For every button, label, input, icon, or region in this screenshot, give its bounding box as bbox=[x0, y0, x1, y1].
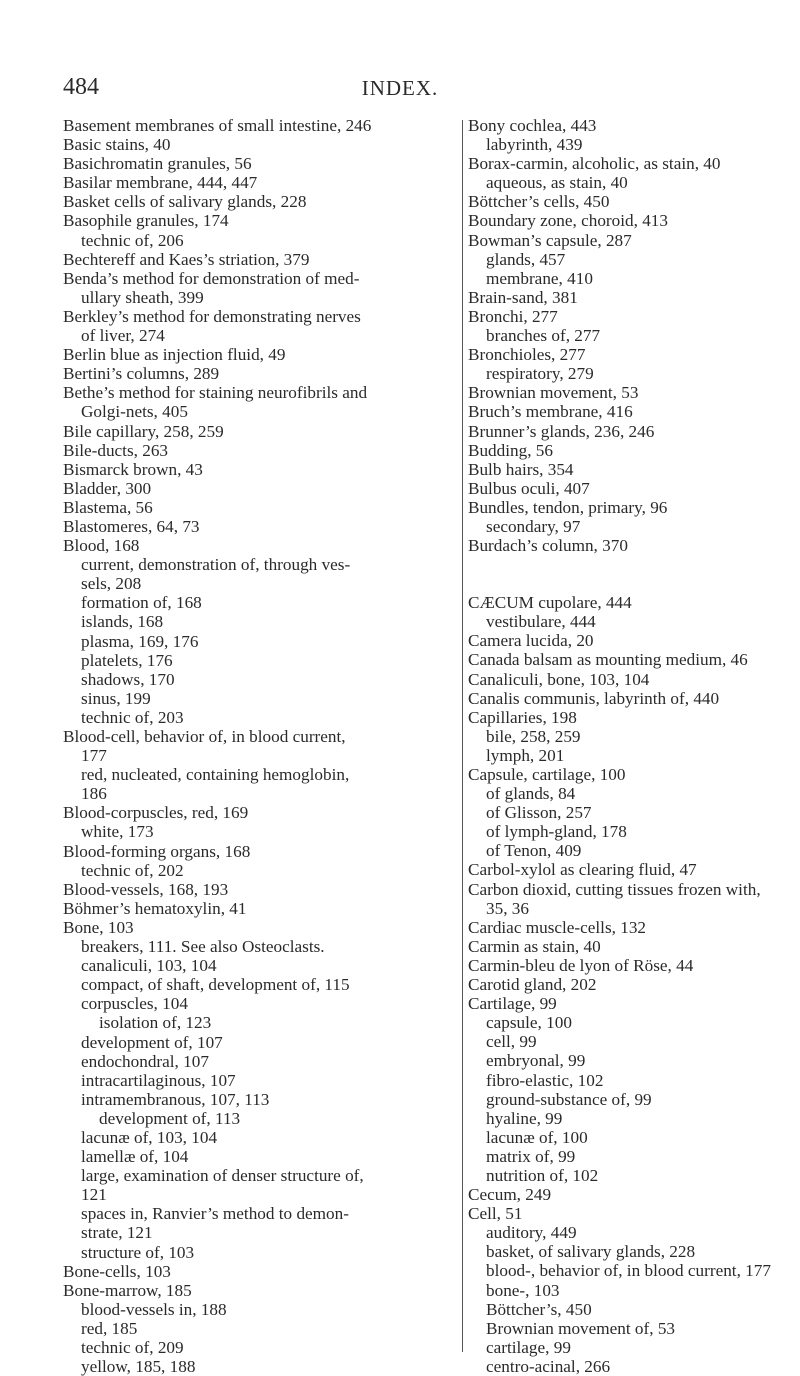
index-subentry: Böttcher’s, 450 bbox=[486, 1299, 592, 1319]
index-entry: Bile-ducts, 263 bbox=[63, 440, 169, 460]
index-entry: Bone-marrow, 185 bbox=[63, 1280, 192, 1300]
index-subentry: intramembranous, 107, 113 bbox=[81, 1089, 270, 1109]
index-subentry: aqueous, as stain, 40 bbox=[486, 173, 628, 193]
index-subentry: hyaline, 99 bbox=[486, 1108, 563, 1128]
index-subentry: 177 bbox=[81, 746, 107, 766]
index-subentry: 121 bbox=[81, 1185, 107, 1205]
index-entry: Bile capillary, 258, 259 bbox=[63, 421, 224, 441]
index-entry: Brownian movement, 53 bbox=[468, 383, 639, 403]
index-subentry: nutrition of, 102 bbox=[486, 1165, 599, 1185]
index-entry: Böhmer’s hematoxylin, 41 bbox=[63, 898, 247, 918]
index-entry: Bronchioles, 277 bbox=[468, 345, 586, 365]
index-entry: Blood-cell, behavior of, in blood current, bbox=[63, 727, 346, 746]
index-subentry: sels, 208 bbox=[81, 574, 142, 594]
index-entry: Bethe’s method for staining neurofibrils and bbox=[63, 383, 368, 403]
index-entry: Blood, 168 bbox=[63, 536, 140, 556]
index-subentry: corpuscles, 104 bbox=[81, 994, 188, 1014]
index-entry: Bertini’s columns, 289 bbox=[63, 364, 220, 384]
index-subentry: basket, of salivary glands, 228 bbox=[486, 1242, 696, 1262]
index-entry: Blood-corpuscles, red, 169 bbox=[63, 803, 249, 823]
index-subentry: development of, 107 bbox=[81, 1032, 223, 1052]
index-entry: Blastomeres, 64, 73 bbox=[63, 516, 200, 536]
index-subentry: compact, of shaft, development of, 115 bbox=[81, 975, 350, 995]
index-entry: Carotid gland, 202 bbox=[468, 975, 597, 995]
index-entry: Bismarck brown, 43 bbox=[63, 459, 203, 479]
index-subentry: large, examination of denser structure of, bbox=[81, 1166, 364, 1186]
index-subentry: bone-, 103 bbox=[486, 1280, 560, 1300]
index-subentry: canaliculi, 103, 104 bbox=[81, 956, 217, 976]
index-subentry: shadows, 170 bbox=[81, 669, 175, 689]
index-subentry: of glands, 84 bbox=[486, 784, 576, 804]
index-entry: Basic stains, 40 bbox=[63, 135, 171, 155]
index-subentry: auditory, 449 bbox=[486, 1223, 577, 1243]
index-entry: Basichromatin granules, 56 bbox=[63, 154, 252, 174]
index-entry: Burdach’s column, 370 bbox=[468, 536, 628, 556]
index-subentry: technic of, 202 bbox=[81, 860, 184, 880]
index-subentry: secondary, 97 bbox=[486, 516, 581, 536]
index-subentry: sinus, 199 bbox=[81, 688, 151, 708]
index-entry: Capillaries, 198 bbox=[468, 707, 577, 727]
index-entry: Bundles, tendon, primary, 96 bbox=[468, 497, 668, 517]
index-subentry: isolation of, 123 bbox=[99, 1013, 212, 1033]
index-subentry: respiratory, 279 bbox=[486, 364, 594, 384]
index-entry: Carmin-bleu de lyon of Röse, 44 bbox=[468, 955, 694, 975]
index-subentry: development of, 113 bbox=[99, 1108, 241, 1128]
index-subentry: lacunæ of, 103, 104 bbox=[81, 1127, 218, 1147]
index-entry: Bruch’s membrane, 416 bbox=[468, 402, 633, 422]
index-entry: Basophile granules, 174 bbox=[63, 211, 229, 231]
index-entry: Canaliculi, bone, 103, 104 bbox=[468, 669, 650, 689]
index-entry: CÆCUM cupolare, 444 bbox=[468, 593, 632, 613]
index-subentry: ullary sheath, 399 bbox=[81, 287, 204, 307]
index-subentry: capsule, 100 bbox=[486, 1013, 572, 1033]
index-subentry: structure of, 103 bbox=[81, 1242, 195, 1262]
index-subentry: of Glisson, 257 bbox=[486, 803, 592, 823]
index-entry: Blood-vessels, 168, 193 bbox=[63, 879, 229, 899]
index-entry: Bechtereff and Kaes’s striation, 379 bbox=[63, 249, 310, 269]
index-entry: Budding, 56 bbox=[468, 440, 553, 460]
index-entry: Benda’s method for demonstration of med- bbox=[63, 268, 360, 288]
index-entry: Boundary zone, choroid, 413 bbox=[468, 211, 668, 231]
index-entry: Brunner’s glands, 236, 246 bbox=[468, 421, 655, 441]
index-entry: Bone, 103 bbox=[63, 917, 134, 937]
section-gap bbox=[468, 574, 793, 593]
index-subentry: intracartilaginous, 107 bbox=[81, 1070, 236, 1090]
index-subentry: white, 173 bbox=[81, 822, 154, 842]
index-entry: Bony cochlea, 443 bbox=[468, 116, 597, 135]
running-head: INDEX. bbox=[361, 76, 439, 100]
index-subentry: Brownian movement of, 53 bbox=[486, 1318, 676, 1338]
index-entry: Cecum, 249 bbox=[468, 1185, 552, 1205]
index-entry: Borax-carmin, alcoholic, as stain, 40 bbox=[468, 154, 721, 174]
index-entry: Camera lucida, 20 bbox=[468, 631, 594, 651]
index-subentry: breakers, 111. See also Osteoclasts. bbox=[81, 937, 325, 957]
index-subentry: current, demonstration of, through ves- bbox=[81, 555, 351, 575]
index-entry: Berkley’s method for demonstrating nerves bbox=[63, 306, 361, 326]
index-column-right bbox=[468, 116, 793, 1376]
index-entry: Bulb hairs, 354 bbox=[468, 459, 574, 479]
index-subentry: labyrinth, 439 bbox=[486, 135, 583, 155]
index-subentry: matrix of, 99 bbox=[486, 1146, 576, 1166]
index-entry: Blood-forming organs, 168 bbox=[63, 841, 251, 861]
index-subentry: of liver, 274 bbox=[81, 326, 165, 346]
index-entry: Canalis communis, labyrinth of, 440 bbox=[468, 688, 720, 708]
index-entry: Cartilage, 99 bbox=[468, 994, 557, 1014]
index-entry: Brain-sand, 381 bbox=[468, 287, 578, 307]
index-subentry: of lymph-gland, 178 bbox=[486, 822, 627, 842]
index-entry: Carmin as stain, 40 bbox=[468, 936, 601, 956]
index-subentry: blood-, behavior of, in blood current, 177 bbox=[486, 1261, 771, 1281]
index-entry: Canada balsam as mounting medium, 46 bbox=[468, 650, 748, 670]
index-column-left bbox=[63, 116, 458, 1376]
index-entry: Blastema, 56 bbox=[63, 497, 153, 517]
index-subentry: technic of, 206 bbox=[81, 230, 184, 250]
index-subentry: membrane, 410 bbox=[486, 268, 593, 288]
index-entry: Carbon dioxid, cutting tissues frozen with, bbox=[468, 879, 761, 899]
section-gap bbox=[468, 555, 793, 574]
index-subentry: blood-vessels in, 188 bbox=[81, 1299, 227, 1319]
index-subentry: spaces in, Ranvier’s method to demon- bbox=[81, 1204, 349, 1224]
index-subentry: bile, 258, 259 bbox=[486, 726, 581, 746]
index-subentry: islands, 168 bbox=[81, 612, 164, 632]
index-subentry: red, nucleated, containing hemoglobin, bbox=[81, 765, 350, 785]
index-subentry: lacunæ of, 100 bbox=[486, 1127, 588, 1147]
index-subentry: vestibulare, 444 bbox=[486, 612, 596, 632]
index-entry: Cell, 51 bbox=[468, 1204, 523, 1224]
index-entry: Bone-cells, 103 bbox=[63, 1261, 171, 1281]
index-subentry: lymph, 201 bbox=[486, 745, 565, 765]
index-subentry: yellow, 185, 188 bbox=[81, 1357, 196, 1376]
index-subentry: technic of, 209 bbox=[81, 1338, 184, 1357]
index-subentry: ground-substance of, 99 bbox=[486, 1089, 652, 1109]
index-subentry: embryonal, 99 bbox=[486, 1051, 586, 1071]
index-subentry: red, 185 bbox=[81, 1318, 138, 1338]
index-subentry: technic of, 203 bbox=[81, 707, 184, 727]
index-entry: Bronchi, 277 bbox=[468, 306, 558, 326]
index-subentry: 186 bbox=[81, 784, 107, 804]
index-entry: Berlin blue as injection fluid, 49 bbox=[63, 345, 286, 365]
index-entry: Basement membranes of small intestine, 246 bbox=[63, 116, 372, 135]
index-entry: Basilar membrane, 444, 447 bbox=[63, 173, 258, 193]
index-entry: Capsule, cartilage, 100 bbox=[468, 765, 626, 784]
index-entry: Basket cells of salivary glands, 228 bbox=[63, 192, 307, 212]
index-subentry: strate, 121 bbox=[81, 1223, 153, 1243]
index-subentry: lamellæ of, 104 bbox=[81, 1147, 189, 1167]
index-entry: Bulbus oculi, 407 bbox=[468, 478, 590, 498]
index-subentry: 35, 36 bbox=[486, 898, 529, 918]
page-header bbox=[0, 74, 800, 104]
index-subentry: of Tenon, 409 bbox=[486, 841, 582, 861]
index-subentry: glands, 457 bbox=[486, 249, 566, 269]
index-entry: Böttcher’s cells, 450 bbox=[468, 192, 610, 212]
index-subentry: cell, 99 bbox=[486, 1032, 537, 1052]
column-divider bbox=[462, 120, 463, 1352]
index-subentry: fibro-elastic, 102 bbox=[486, 1070, 604, 1090]
index-subentry: plasma, 169, 176 bbox=[81, 631, 199, 651]
index-entry: Carbol-xylol as clearing fluid, 47 bbox=[468, 860, 697, 880]
page-number: 484 bbox=[63, 74, 99, 100]
index-subentry: platelets, 176 bbox=[81, 650, 173, 670]
index-subentry: formation of, 168 bbox=[81, 593, 202, 613]
index-entry: Cardiac muscle-cells, 132 bbox=[468, 917, 647, 937]
index-entry: Bladder, 300 bbox=[63, 478, 152, 498]
index-subentry: branches of, 277 bbox=[486, 326, 601, 346]
index-subentry: centro-acinal, 266 bbox=[486, 1356, 611, 1376]
index-subentry: endochondral, 107 bbox=[81, 1051, 209, 1071]
index-entry: Bowman’s capsule, 287 bbox=[468, 230, 632, 250]
index-subentry: Golgi-nets, 405 bbox=[81, 402, 188, 422]
index-subentry: cartilage, 99 bbox=[486, 1337, 571, 1357]
